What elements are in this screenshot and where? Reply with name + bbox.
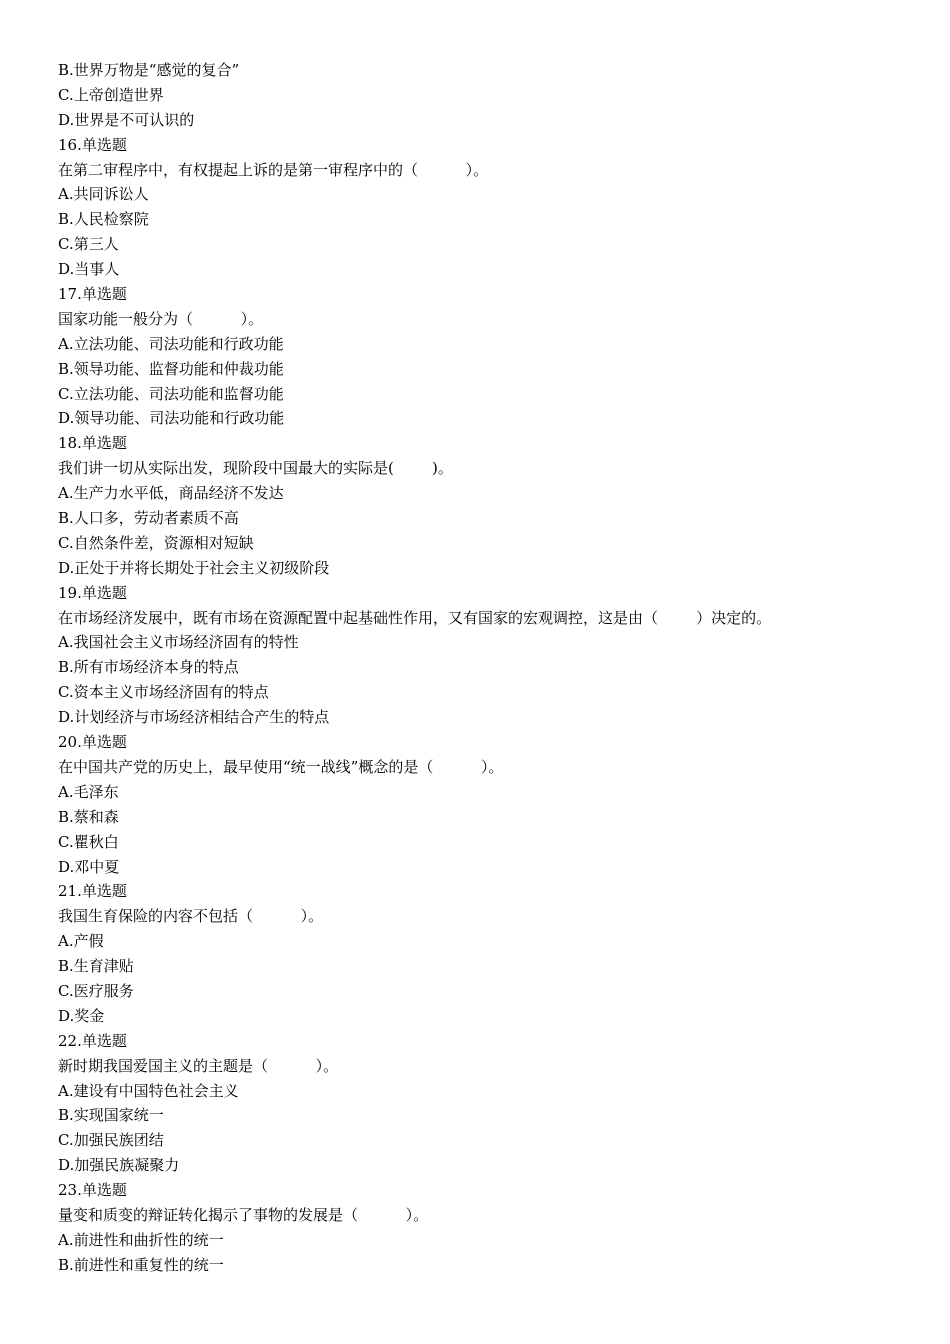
text-line: D.邓中夏 — [58, 857, 120, 876]
text-line: B.蔡和森 — [58, 807, 119, 826]
text-line: D.当事人 — [58, 260, 120, 279]
text-line: 21.单选题 — [58, 882, 127, 901]
text-line: A.毛泽东 — [58, 782, 119, 801]
text-line: A.我国社会主义市场经济固有的特性 — [58, 633, 299, 652]
text-line: D.领导功能、司法功能和行政功能 — [58, 409, 285, 428]
document-body — [58, 58, 938, 1278]
text-line: 18.单选题 — [58, 434, 127, 453]
text-line: 量变和质变的辩证转化揭示了事物的发展是（ ）。 — [58, 1205, 429, 1224]
text-line: C.瞿秋白 — [58, 832, 119, 851]
text-line: B.人口多，劳动者素质不高 — [58, 509, 239, 528]
text-line: 我们讲一切从实际出发，现阶段中国最大的实际是( )。 — [58, 459, 453, 478]
text-line: 19.单选题 — [58, 583, 127, 602]
text-line: B.世界万物是“感觉的复合” — [58, 61, 240, 79]
text-line: B.实现国家统一 — [58, 1106, 164, 1125]
text-line: D.奖金 — [58, 1006, 105, 1025]
text-line: B.所有市场经济本身的特点 — [58, 658, 239, 677]
text-line: A.生产力水平低，商品经济不发达 — [58, 484, 284, 503]
text-line: 新时期我国爱国主义的主题是（ ）。 — [58, 1056, 339, 1075]
text-line: C.自然条件差，资源相对短缺 — [58, 533, 254, 552]
text-line: B.前进性和重复性的统一 — [58, 1255, 224, 1274]
text-line: C.上帝创造世界 — [58, 85, 164, 104]
text-line: 在第二审程序中，有权提起上诉的是第一审程序中的（ ）。 — [58, 160, 489, 179]
text-line: B.生育津贴 — [58, 957, 134, 976]
text-line: A.共同诉讼人 — [58, 185, 149, 204]
text-line: 16.单选题 — [58, 135, 127, 154]
text-line: B.领导功能、监督功能和仲裁功能 — [58, 359, 284, 378]
text-line: A.立法功能、司法功能和行政功能 — [58, 334, 284, 353]
text-line: A.前进性和曲折性的统一 — [58, 1230, 224, 1249]
text-line: A.产假 — [58, 932, 104, 951]
text-line: C.加强民族团结 — [58, 1131, 164, 1150]
text-line: C.医疗服务 — [58, 981, 134, 1000]
text-line: 20.单选题 — [58, 733, 127, 752]
text-line: 在中国共产党的历史上，最早使用“统一战线”概念的是（ ）。 — [58, 757, 504, 776]
text-line: A.建设有中国特色社会主义 — [58, 1081, 239, 1100]
text-line: 国家功能一般分为（ ）。 — [58, 309, 264, 328]
text-line: B.人民检察院 — [58, 210, 149, 229]
text-line: C.立法功能、司法功能和监督功能 — [58, 384, 284, 403]
text-line: D.世界是不可认识的 — [58, 110, 195, 129]
text-line: 17.单选题 — [58, 285, 127, 304]
text-line: 在市场经济发展中，既有市场在资源配置中起基础性作用，又有国家的宏观调控，这是由（ ）决定的。 — [58, 608, 772, 627]
text-line: 23.单选题 — [58, 1181, 127, 1200]
text-line: D.正处于并将长期处于社会主义初级阶段 — [58, 558, 330, 577]
text-line: C.资本主义市场经济固有的特点 — [58, 683, 269, 702]
text-line: 我国生育保险的内容不包括（ ）。 — [58, 907, 324, 926]
text-line: D.计划经济与市场经济相结合产生的特点 — [58, 708, 330, 727]
text-line: C.第三人 — [58, 235, 119, 254]
text-line: D.加强民族凝聚力 — [58, 1156, 180, 1175]
text-line: 22.单选题 — [58, 1031, 127, 1050]
